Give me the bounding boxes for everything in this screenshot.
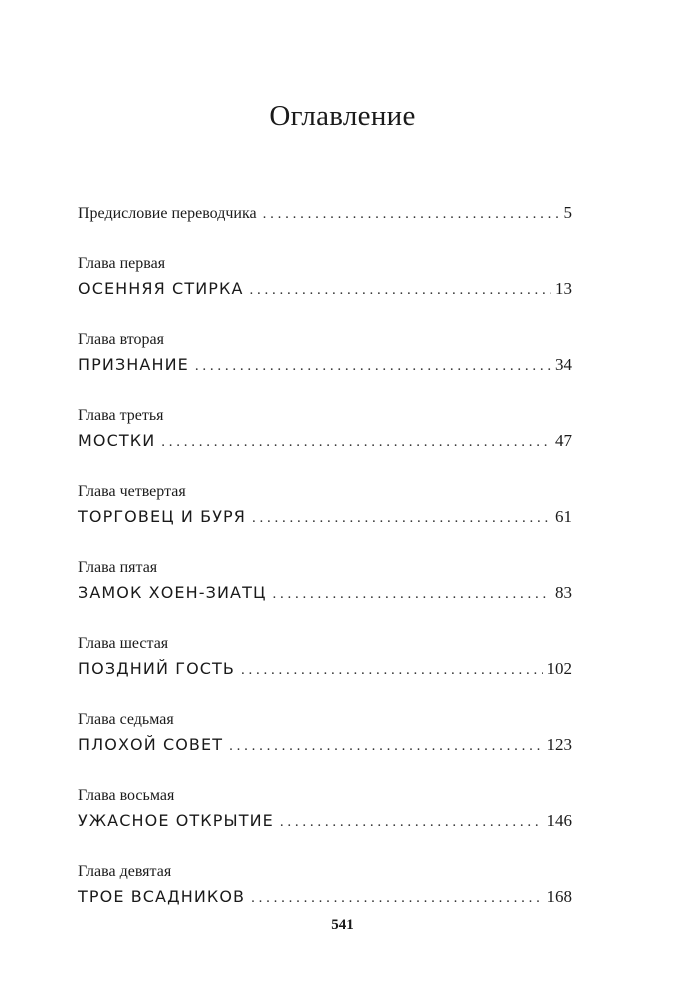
chapter-number: Глава восьмая: [78, 787, 175, 804]
chapter-list: [78, 254, 572, 910]
toc-entry-chapter[interactable]: [78, 786, 572, 834]
chapter-title: ПРИЗНАНИЕ: [78, 355, 189, 374]
toc-entry-chapter[interactable]: [78, 406, 572, 454]
chapter-title-line: [78, 506, 572, 530]
dot-leader: [252, 507, 551, 529]
chapter-title-line: [78, 658, 572, 682]
dot-leader: [250, 279, 551, 301]
chapter-title: МОСТКИ: [78, 431, 156, 450]
dot-leader: [272, 583, 551, 605]
chapter-number: Глава третья: [78, 407, 164, 424]
toc-entry-chapter[interactable]: [78, 254, 572, 302]
chapter-page-number: 168: [546, 887, 572, 906]
chapter-number: Глава первая: [78, 255, 166, 272]
page-number: 541: [331, 917, 354, 933]
dot-leader: [280, 811, 543, 833]
toc-entry-chapter[interactable]: [78, 710, 572, 758]
chapter-page-number: 146: [546, 811, 572, 830]
toc-entry-chapter[interactable]: [78, 558, 572, 606]
chapter-page-number: 61: [555, 507, 572, 526]
chapter-title-line: [78, 430, 572, 454]
chapter-number: Глава девятая: [78, 863, 172, 880]
chapter-title: ПОЗДНИЙ ГОСТЬ: [78, 659, 236, 678]
chapter-page-number: 123: [546, 735, 572, 754]
dot-leader: [195, 355, 551, 377]
chapter-page-number: 102: [546, 659, 572, 678]
toc-entry-chapter[interactable]: [78, 634, 572, 682]
chapter-page-number: 47: [555, 431, 572, 450]
chapter-number: Глава вторая: [78, 331, 164, 348]
chapter-title-line: [78, 810, 572, 834]
page-title: Оглавление: [269, 100, 416, 132]
chapter-title: ОСЕННЯЯ СТИРКА: [78, 279, 244, 298]
chapter-title: ТРОЕ ВСАДНИКОВ: [78, 887, 246, 906]
chapter-title: ПЛОХОЙ СОВЕТ: [78, 735, 224, 754]
dot-leader: [263, 206, 560, 223]
chapter-title: УЖАСНОЕ ОТКРЫТИЕ: [78, 811, 274, 830]
preface-page-number: 5: [563, 203, 572, 222]
chapter-title: ЗАМОК ХОЕН-ЗИАТЦ: [78, 583, 267, 602]
toc-entry-chapter[interactable]: [78, 862, 572, 910]
chapter-number: Глава шестая: [78, 635, 169, 652]
chapter-page-number: 34: [555, 355, 572, 374]
chapter-page-number: 83: [555, 583, 572, 602]
chapter-title-line: [78, 734, 572, 758]
chapter-page-number: 13: [555, 279, 572, 298]
chapter-number: Глава четвертая: [78, 483, 186, 500]
chapter-title-line: [78, 354, 572, 378]
toc-entry-chapter[interactable]: [78, 330, 572, 378]
chapter-title-line: [78, 582, 572, 606]
chapter-title: ТОРГОВЕЦ И БУРЯ: [78, 507, 247, 526]
table-of-contents: [78, 203, 572, 938]
chapter-number: Глава седьмая: [78, 711, 174, 728]
dot-leader: [161, 431, 551, 453]
preface-label: Предисловие переводчика: [78, 205, 257, 222]
dot-leader: [241, 659, 542, 681]
toc-entry-chapter[interactable]: [78, 482, 572, 530]
toc-entry-preface[interactable]: [78, 203, 572, 225]
chapter-title-line: [78, 278, 572, 302]
chapter-number: Глава пятая: [78, 559, 158, 576]
chapter-title-line: [78, 886, 572, 910]
dot-leader: [229, 735, 542, 757]
dot-leader: [251, 887, 542, 909]
